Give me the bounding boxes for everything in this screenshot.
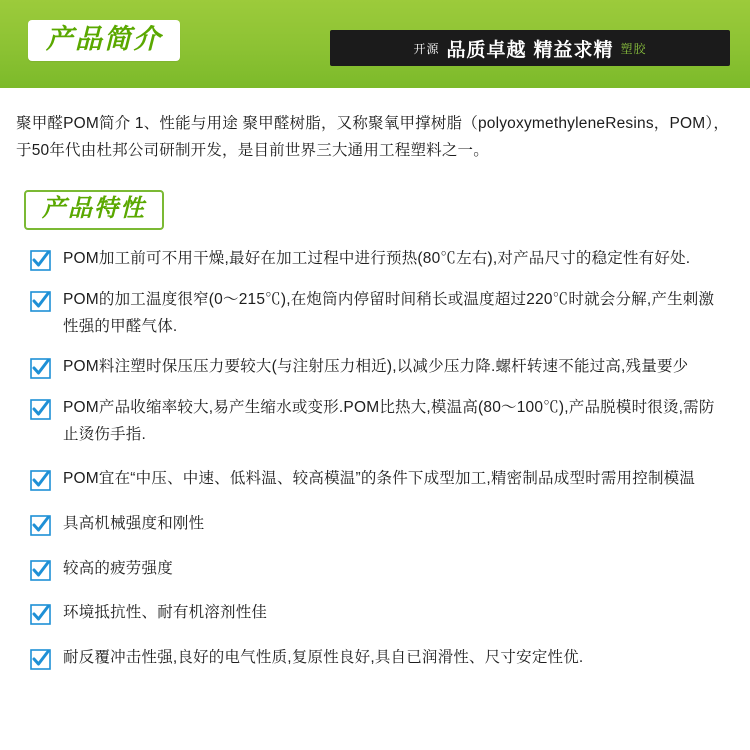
list-item <box>30 466 724 493</box>
check-icon <box>30 399 51 420</box>
banner-title: 产品简介 <box>28 20 180 61</box>
banner-slogan-strip <box>330 30 730 66</box>
check-icon <box>30 560 51 581</box>
list-item <box>30 511 724 538</box>
list-item <box>30 395 724 448</box>
check-icon <box>30 291 51 312</box>
top-banner <box>0 0 750 88</box>
feature-text: 环境抵抗性、耐有机溶剂性佳 <box>63 604 268 622</box>
section-heading-text: 产品特性 <box>42 195 146 223</box>
slogan-small-right: 塑胶 <box>620 41 647 56</box>
slogan-big-left: 品质卓越 <box>446 39 527 61</box>
feature-list <box>0 246 750 671</box>
feature-text: POM宜在“中压、中速、低料温、较高模温”的条件下成型加工,精密制品成型时需用控制模温 <box>63 470 696 488</box>
feature-text: POM料注塑时保压压力要较大(与注射压力相近),以减少压力降.螺杆转速不能过高,残量要少 <box>63 358 689 376</box>
slogan-big-right: 精益求精 <box>533 39 614 61</box>
check-icon <box>30 515 51 536</box>
feature-text: POM产品收缩率较大,易产生缩水或变形.POM比热大,模温高(80～100℃),产品脱模时很烫,需防止烫伤手指. <box>63 398 715 443</box>
feature-text: 耐反覆冲击性强,良好的电气性质,复原性良好,具自已润滑性、尺寸安定性优. <box>63 648 584 666</box>
check-icon <box>30 604 51 625</box>
list-item <box>30 556 724 583</box>
feature-text: 具高机械强度和刚性 <box>63 514 205 532</box>
check-icon <box>30 358 51 379</box>
check-icon <box>30 250 51 271</box>
list-item <box>30 354 724 381</box>
slogan-small-left: 开源 <box>413 41 440 56</box>
feature-text: POM的加工温度很窄(0～215℃),在炮筒内停留时间稍长或温度超过220℃时就会分解,产生刺激性强的甲醛气体. <box>63 290 715 335</box>
intro-paragraph: 聚甲醛POM简介 1、性能与用途 聚甲醛树脂，又称聚氧甲撑树脂（polyoxymethyleneResins，POM），于50年代由杜邦公司研制开发，是目前世界三大通用工程塑料之一。 <box>16 115 730 160</box>
list-item <box>30 600 724 627</box>
feature-text: POM加工前可不用干燥,最好在加工过程中进行预热(80℃左右),对产品尺寸的稳定性有好处. <box>63 250 691 268</box>
feature-text: 较高的疲劳强度 <box>63 559 173 577</box>
check-icon <box>30 649 51 670</box>
list-item <box>30 645 724 672</box>
list-item <box>30 287 724 340</box>
list-item <box>30 246 724 273</box>
section-heading-box <box>24 190 164 230</box>
check-icon <box>30 470 51 491</box>
